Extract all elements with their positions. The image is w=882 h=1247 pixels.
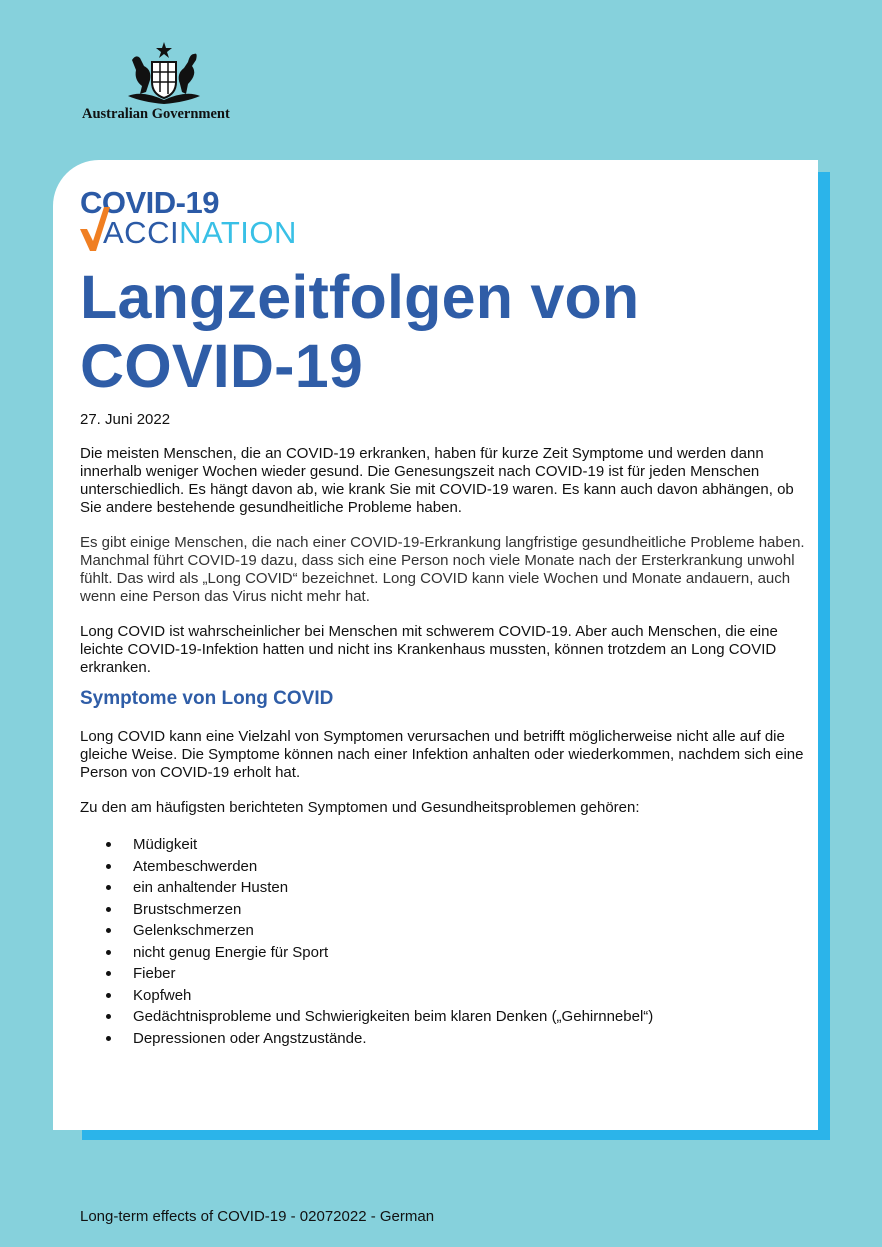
symptom-list [80, 834, 805, 1049]
brand-line-covid19: COVID-19 [80, 185, 219, 220]
list-item: Atembeschwerden [80, 856, 805, 878]
symptoms-paragraph-2: Zu den am häufigsten berichteten Symptomen und Gesundheitsproblemen gehören: [80, 799, 640, 816]
list-item: Kopfweh [80, 985, 805, 1007]
government-name: Australian Government [82, 106, 230, 122]
covid19-vaccination-logo [80, 185, 805, 253]
document-content [80, 185, 805, 1049]
list-item: Brustschmerzen [80, 899, 805, 921]
intro-paragraph-2: Es gibt einige Menschen, die nach einer COVID-19-Erkrankung langfristige gesundheitliche Probleme haben. Manchmal führt COVID-19 dazu, dass sich eine Person noch viele Monate nach der Ersterkrankung unwohl fühlt. Das wird als „Long COVID“ bezeichnet. Long COVID kann viele Wochen und Monate andauern, auch wenn eine Person das Virus nicht mehr hat. [80, 534, 805, 605]
list-item: Fieber [80, 963, 805, 985]
symptoms-paragraph-1: Long COVID kann eine Vielzahl von Symptomen verursachen und betrifft möglicherweise nicht alle auf die gleiche Weise. Die Symptome können nach einer Infektion anhalten oder wiederkommen, nachdem sich eine Person von COVID-19 erholt hat. [80, 728, 804, 781]
publication-date: 27. Juni 2022 [80, 411, 171, 428]
brand-line-vaccination [103, 215, 297, 251]
intro-paragraph-1: Die meisten Menschen, die an COVID-19 erkranken, haben für kurze Zeit Symptome und werden dann innerhalb weniger Wochen wieder gesund. Die Genesungszeit nach COVID-19 ist für jeden Menschen unterschiedlich. Es hängt davon ab, wie krank Sie mit COVID-19 waren. Es kann auch davon abhängen, ob Sie andere bestehende gesundheitliche Probleme haben. [80, 445, 794, 516]
intro-paragraph-3: Long COVID ist wahrscheinlicher bei Menschen mit schwerem COVID-19. Aber auch Menschen, die eine leichte COVID-19-Infektion hatten und nicht ins Krankenhaus mussten, können trotzdem an Long COVID erkranken. [80, 623, 778, 676]
page-title: Langzeitfolgen von COVID-19 [80, 263, 640, 400]
list-item: Depressionen oder Angstzustände. [80, 1028, 805, 1050]
list-item: Gedächtnisprobleme und Schwierigkeiten beim klaren Denken („Gehirnnebel“) [80, 1006, 805, 1028]
list-item: Müdigkeit [80, 834, 805, 856]
list-item: ein anhaltender Husten [80, 877, 805, 899]
brand-vaccination-part-a: ACCI [103, 215, 180, 250]
list-item: nicht genug Energie für Sport [80, 942, 805, 964]
coat-of-arms-icon [122, 40, 206, 106]
section-heading-symptoms: Symptome von Long COVID [80, 688, 334, 709]
list-item: Gelenkschmerzen [80, 920, 805, 942]
footer-text: Long-term effects of COVID-19 - 02072022 - German [80, 1208, 435, 1225]
brand-vaccination-part-b: NATION [179, 215, 297, 250]
